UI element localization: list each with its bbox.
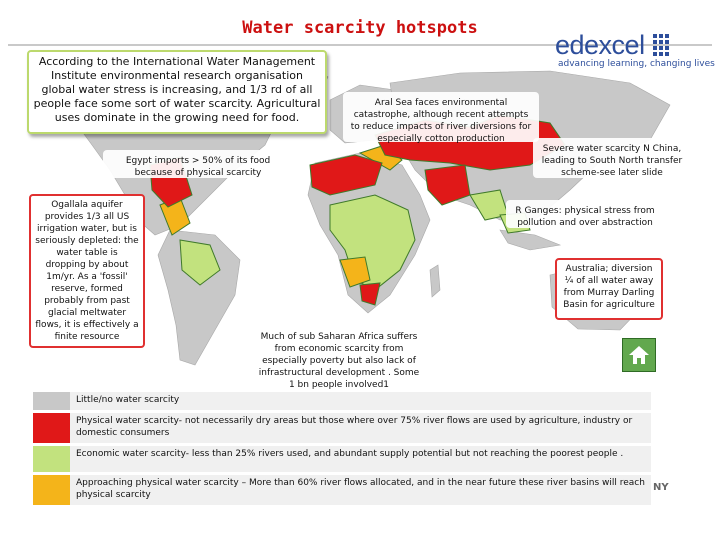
callout-aral-sea: Aral Sea faces environmental catastrophe, although recent attempts to reduce impacts of river diversions for especially cotton production [343, 92, 539, 142]
logo-tagline: advancing learning, changing lives [558, 59, 715, 69]
scarcity-legend [33, 392, 651, 508]
logo-wordmark: edexcel [555, 30, 645, 60]
slide-title: Water scarcity hotspots [242, 18, 478, 38]
legend-row-little [33, 392, 651, 410]
legend-row-physical [33, 413, 651, 443]
legend-swatch-physical [33, 413, 70, 443]
home-icon [623, 339, 655, 371]
home-button[interactable] [622, 338, 656, 372]
legend-swatch-economic [33, 446, 70, 472]
callout-australia: Australia; diversion ¼ of all water away from Murray Darling Basin for agriculture [555, 258, 663, 320]
legend-label-economic: Economic water scarcity- less than 25% rivers used, and abundant supply potential but not reaching the poorest people . [70, 446, 651, 472]
callout-egypt: Egypt imports > 50% of its food because of physical scarcity [103, 150, 293, 178]
callout-intro: According to the International Water Management Institute environmental research organisation global water stress is increasing, and 1/3 rd of all people face some sort of water scarcity. Agricultural uses dominate in the growing need for food. [27, 50, 327, 134]
legend-label-physical: Physical water scarcity- not necessarily dry areas but those where over 75% river flows are used by agriculture, industry or domestic consumers [70, 413, 651, 443]
callout-sub-saharan-africa: Much of sub Saharan Africa suffers from economic scarcity from especially poverty but also lack of infrastructural development . Some 1 bn people involved1 [252, 326, 426, 386]
legend-row-approaching [33, 475, 651, 505]
callout-ogallala: Ogallala aquifer provides 1/3 all US irrigation water, but is seriously depleted: the water table is dropping by about 1m/yr. As a 'fossil' reserve, formed probably from past glacial meltwater flows, it is effectively a finite resource [29, 194, 145, 348]
callout-north-china: Severe water scarcity N China, leading to South North transfer scheme-see later slide [533, 138, 691, 178]
legend-swatch-little [33, 392, 70, 410]
callout-ganges: R Ganges: physical stress from pollution and over abstraction [506, 200, 664, 228]
edge-text: NY [653, 482, 669, 493]
legend-row-economic [33, 446, 651, 472]
legend-label-little: Little/no water scarcity [70, 392, 651, 410]
legend-label-approaching: Approaching physical water scarcity – More than 60% river flows allocated, and in the near future these river basins will reach physical scarcity [70, 475, 651, 505]
legend-swatch-approaching [33, 475, 70, 505]
